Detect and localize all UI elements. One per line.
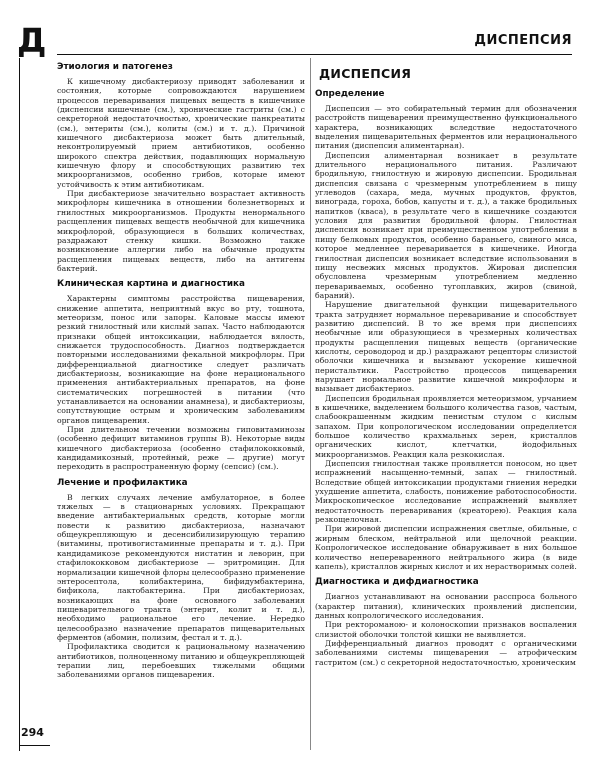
section-heading: Клиническая картина и диагностика: [57, 279, 245, 290]
right-column: [315, 58, 577, 750]
footer-rule: [19, 745, 50, 746]
margin-bar: [19, 58, 48, 751]
paragraph: Диспепсия гнилостная также проявляется поносом, но цвет испражнений насыщенно-темный, запах — гнилостный. Вследствие общей интоксикации продуктами гниения нередки ухудшение аппетита, слабость, понижение работоспособности. Микроскопическое исследование испражнений выявляет недостаточность переваривания (креаторею). Реакция кала резкощелочная.: [315, 459, 577, 525]
paragraph: При длительном течении возможны гиповитаминозы (особенно дефицит витаминов группы В). Некоторые виды кишечного дисбактериоза (особенно стафилококковый, кандидамикозный, протейный, реже — другие) могут переходить в распространенную форму (сепсис) (см.).: [57, 425, 305, 472]
left-column: [57, 58, 305, 733]
paragraph: Диспепсия алиментарная возникает в результате длительного нерационального питания. Различают бродильную, гнилостную и жировую диспепсии. Бродильная диспепсия связана с чрезмерным употреблением в пищу углеводов (сахара, меда, мучных продуктов, фруктов, винограда, гороха, бобов, капусты и т. д.), а также бродильных напитков (кваса), в результате чего в кишечнике создаются условия для развития бродильной флоры. Гнилостная диспепсия возникает при преимущественном употреблении в пищу белковых продуктов, особенно бараньего, свиного мяса, которое медленнее переваривается в кишечнике. Иногда гнилостная диспепсия возникает вследствие использования в пищу несвежих мясных продуктов. Жировая диспепсия обусловлена чрезмерным употреблением медленно перевариваемых, особенно тугоплавких, жиров (свиной, бараний).: [315, 150, 577, 300]
paragraph: При ректороманою- и колоноскопии признаков воспаления слизистой оболочки толстой кишки не выявляется.: [315, 620, 577, 639]
column-divider: [310, 58, 311, 750]
section-heading: Диагностика и дифдиагностика: [315, 577, 479, 588]
section-heading: Лечение и профилактика: [57, 477, 188, 488]
paragraph: Профилактика сводится к рациональному назначению антибиотиков, полноценному питанию и общеукрепляющей терапии лиц, перебоевших тяжелыми общими заболеваниями органов пищеварения.: [57, 642, 305, 680]
paragraph: Диагноз устанавливают на основании расспроса больного (характер питания), клинических проявлений диспепсии, данных копрологического исследования.: [315, 592, 577, 620]
section-heading: Этиология и патогенез: [57, 62, 173, 72]
article-title: ДИСПЕПСИЯ: [319, 66, 412, 81]
section-letter: Д: [17, 21, 46, 60]
page-number: 294: [21, 726, 44, 739]
paragraph: Диспепсия бродильная проявляется метеоризмом, урчанием в кишечнике, выделением большого количества газов, частым, слабоокрашенным жидким пенистым стулом с кислым запахом. При копрологическом исследовании определяется большое количество крахмальных зерен, кристаллов органических кислот, клетчатки, йодофильных микроорганизмов. Реакция кала резкокислая.: [315, 393, 577, 459]
paragraph: Нарушение двигательной функции пищеварительного тракта затрудняет нормальное переваривание и способствует развитию диспепсий. В то же время при диспепсиях необычные или образующиеся в чрезмерных количествах продукты расщепления пищевых веществ (органические кислоты, сероводород и др.) раздражают рецепторы слизистой оболочки кишечника и вызывают ускорение кишечной перистальтики. Расстройство процессов пищеварения нарушает нормальное развитие кишечной микрофлоры и вызывает дисбактериоз.: [315, 300, 577, 394]
paragraph: Дифференциальный диагноз проводят с органическими заболеваниями системы пищеварения — атрофическим гастритом (см.) с секреторной недостаточностью, хроническим: [315, 638, 577, 667]
paragraph: При дисбактериозе значительно возрастает активность микрофлоры кишечника в отношении болезнетворных и гнилостных микроорганизмов. Продукты ненормального расщепления пищевых веществ необычной для кишечника микрофлорой, образующиеся в больших количествах, раздражают стенку кишки. Возможно также возникновение аллергии либо на обычные продукты расщепления пищевых веществ, либо на антигены бактерий.: [57, 189, 305, 273]
paragraph: Диспепсия — это собирательный термин для обозначения расстройств пищеварения преимущественно функционального характера, возникающих вследствие недостаточного выделения пищеварительных ферментов или нерационального питания (диспепсия алиментарная).: [315, 104, 577, 151]
section-heading: Определение: [315, 89, 385, 99]
header-rule: [57, 54, 572, 55]
paragraph: К кишечному дисбактериозу приводят заболевания и состояния, которые сопровождаются нарушением процессов переваривания пищевых веществ в кишечнике (диспепсии кишечные (см.), хронические гастриты (см.) с секреторной недостаточностью, хронические панкреатиты (см.), энтериты (см.), колиты (см.) и т. д.). Причиной кишечного дисбактериоза может быть длительный, неконтролируемый прием антибиотиков, особенно широкого спектра действия, подавляющих нормальную кишечную флору и способствующих развитию тех микроорганизмов, особенно грибов, которые имеют устойчивость к этим антибиотикам.: [57, 77, 305, 189]
running-header-title: ДИСПЕПСИЯ: [474, 33, 572, 48]
paragraph: При жировой диспепсии испражнения светлые, обильные, с жирным блеском, нейтральной или щелочной реакции. Копрологическое исследование обнаруживает в них большое количество непереваренного нейтрального жира (в виде капель), кристаллов жирных кислот и их нерастворимых солей.: [315, 524, 577, 571]
paragraph: Характерны симптомы расстройства пищеварения, снижение аппетита, неприятный вкус во рту, тошнота, метеоризм, понос или запоры. Каловые массы имеют резкий гнилостный или кислый запах. Часто наблюдаются признаки общей интоксикации, наблюдается вялость, снижается трудоспособность. Диагноз подтверждается повторными исследованиями фекальной микрофлоры. При дифференциальной диагностике следует различать дисбактериозы, возникающие на фоне нерационального применения антибактериальных препаратов, на фоне систематических погрешностей в питании (что устанавливается на основании анамнеза), и дисбактериозы, сопутствующие острым и хроническим заболеваниям органов пищеварения.: [57, 294, 305, 425]
paragraph: В легких случаях лечение амбулаторное, в более тяжелых — в стационарных условиях. Прекращают введение антибактериальных средств, которые могли повести к развитию дисбактериоза, назначают общеукрепляющую и десенсибилизирующую терапию (витамины, противогистаминные препараты и т. д.). При кандидамикозе рекомендуются нистатин и леворин, при стафилококковом дисбактериозе — эритромицин. Для нормализации кишечной флоры целесообразно применение энтеросептола, колибактерина, бифидумбактерина, бификола, лактобактерина. При дисбактериозах, возникающих на фоне основного заболевания пищеварительного тракта (энтерит, колит и т. д.), необходимо рациональное его лечение. Нередко целесообразно назначение препаратов пищеварительных ферментов (абомин, полизим, фестал и т. д.).: [57, 492, 305, 642]
